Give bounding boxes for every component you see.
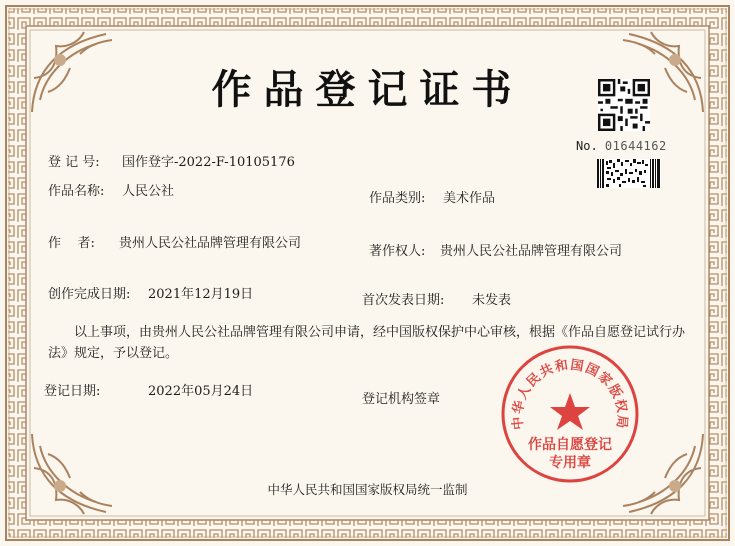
work-type-value: 美术作品 [443,191,496,206]
seal-line1: 作品自愿登记 [528,437,612,453]
agency-seal-label: 登记机构签章 [362,392,441,407]
seal-outer-text: 中华人民共和国国家版权局 [510,357,630,431]
work-name-label: 作品名称: [48,184,105,199]
official-seal-stamp [499,343,641,485]
registration-statement: 以上事项，由贵州人民公社品牌管理有限公司申请，经中国版权保护中心审核，根据《作品自愿登记试行办法》规定，予以登记。 [48,325,686,361]
reg-date-label: 登记日期: [44,384,101,399]
reg-no-value: 国作登字-2022-F-10105176 [122,155,295,170]
publish-date-label: 首次发表日期: [362,293,445,308]
work-type-label: 作品类别: [369,191,426,206]
serial-number [576,139,667,153]
owner-label: 著作权人: [369,244,426,259]
footer-supervision: 中华人民共和国国家版权局统一监制 [267,482,468,497]
reg-date-value: 2022年05月24日 [148,384,254,399]
seal-line2: 专用章 [549,455,591,471]
serial-value: 01644162 [604,139,667,153]
publish-date-value: 未发表 [472,293,512,308]
serial-prefix: No. [576,139,598,153]
reg-no-label: 登 记 号: [48,155,100,170]
completion-date-value: 2021年12月19日 [148,287,254,302]
certificate-title: 作品登记证书 [211,66,524,113]
owner-value: 贵州人民公社品牌管理有限公司 [440,244,623,259]
qr-code-icon [598,79,650,131]
corner-ornament-bl [32,434,112,514]
barcode-icon [597,159,661,188]
seal-star-icon [550,393,590,430]
author-value: 贵州人民公社品牌管理有限公司 [119,236,302,251]
completion-date-label: 创作完成日期: [48,287,131,302]
work-name-value: 人民公社 [122,184,175,199]
author-label: 作 者: [48,236,95,251]
